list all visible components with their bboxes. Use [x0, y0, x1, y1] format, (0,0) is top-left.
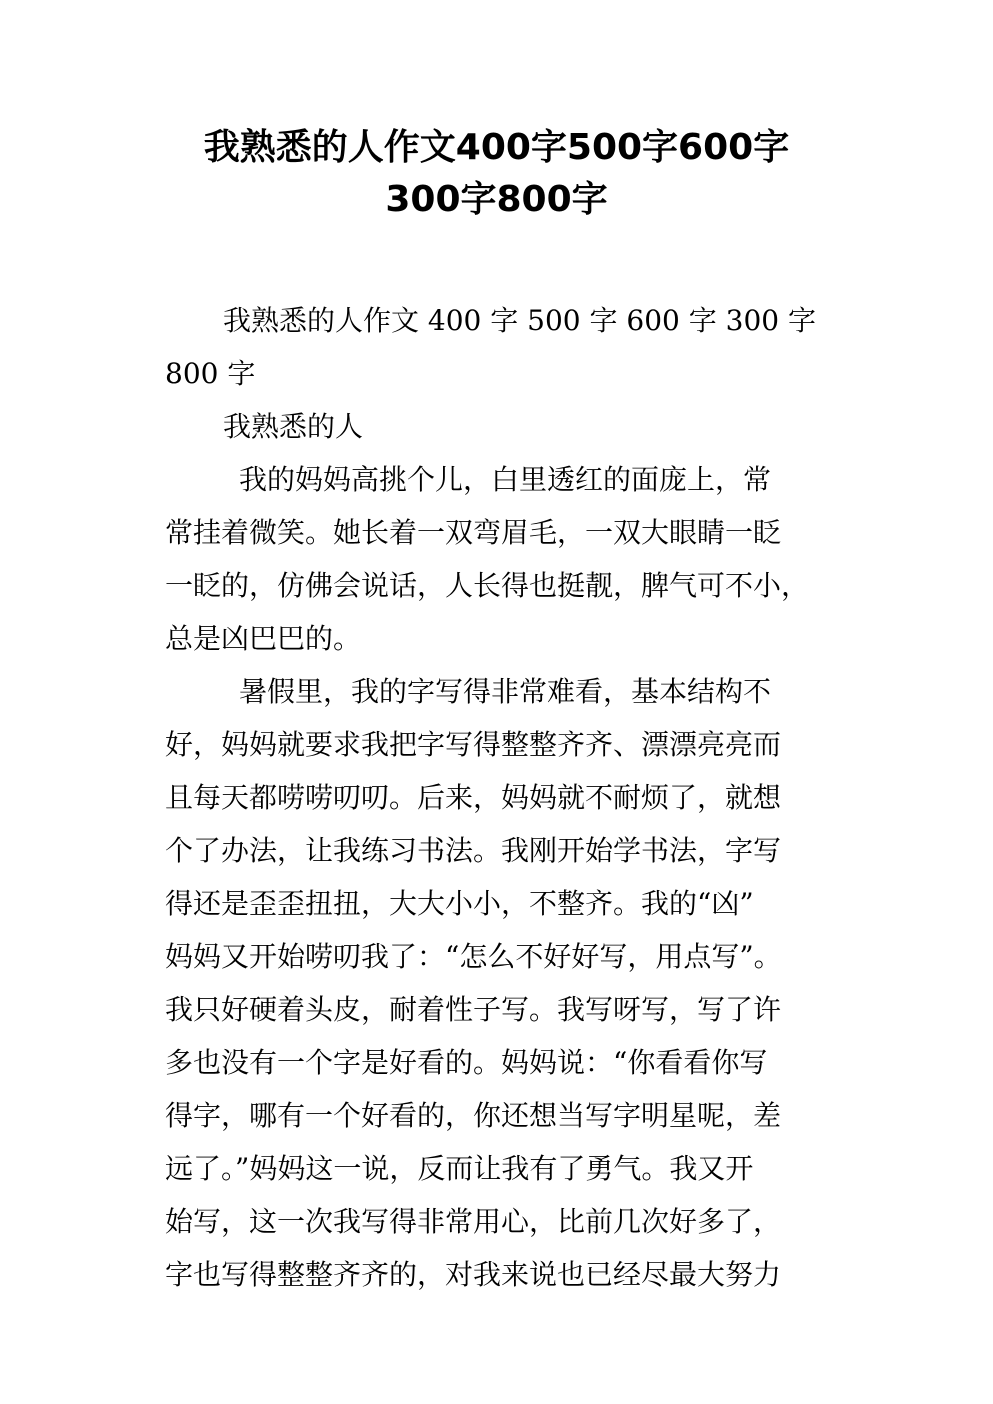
body-line: 常挂着微笑。她长着一双弯眉毛，一双大眼睛一眨	[165, 516, 782, 549]
body-line: 800 字	[165, 357, 256, 390]
body-line: 且每天都唠唠叨叨。后来，妈妈就不耐烦了，就想	[165, 781, 782, 814]
body-line: 一眨的，仿佛会说话，人长得也挺靓，脾气可不小，	[165, 569, 810, 602]
body-line: 我熟悉的人	[223, 410, 364, 443]
body-line: 远了。”妈妈这一说，反而让我有了勇气。我又开	[165, 1152, 754, 1185]
body-line: 我只好硬着头皮，耐着性子写。我写呀写，写了许	[165, 993, 782, 1026]
body-line: 总是凶巴巴的。	[165, 622, 362, 655]
document-title	[0, 122, 993, 226]
body-line: 个了办法，让我练习书法。我刚开始学书法，字写	[165, 834, 782, 867]
document-body	[165, 294, 837, 1301]
body-line: 始写，这一次我写得非常用心，比前几次好多了，	[165, 1205, 782, 1238]
body-line: 妈妈又开始唠叨我了：“怎么不好好写，用点写”。	[165, 940, 782, 973]
body-line: 得还是歪歪扭扭，大大小小，不整齐。我的“凶”	[165, 887, 754, 920]
body-line: 我熟悉的人作文 400 字 500 字 600 字 300 字	[223, 304, 816, 337]
title-line: 我熟悉的人作文400字500字600字	[203, 127, 790, 168]
body-line: 我的妈妈高挑个儿，白里透红的面庞上，常	[239, 463, 772, 496]
body-line: 多也没有一个字是好看的。妈妈说：“你看看你写	[165, 1046, 768, 1079]
body-line: 暑假里，我的字写得非常难看，基本结构不	[239, 675, 772, 708]
body-line: 字也写得整整齐齐的，对我来说也已经尽最大努力	[165, 1258, 782, 1291]
body-line: 好，妈妈就要求我把字写得整整齐齐、漂漂亮亮而	[165, 728, 782, 761]
title-line: 300字800字	[385, 179, 608, 220]
body-line: 得字，哪有一个好看的，你还想当写字明星呢，差	[165, 1099, 782, 1132]
